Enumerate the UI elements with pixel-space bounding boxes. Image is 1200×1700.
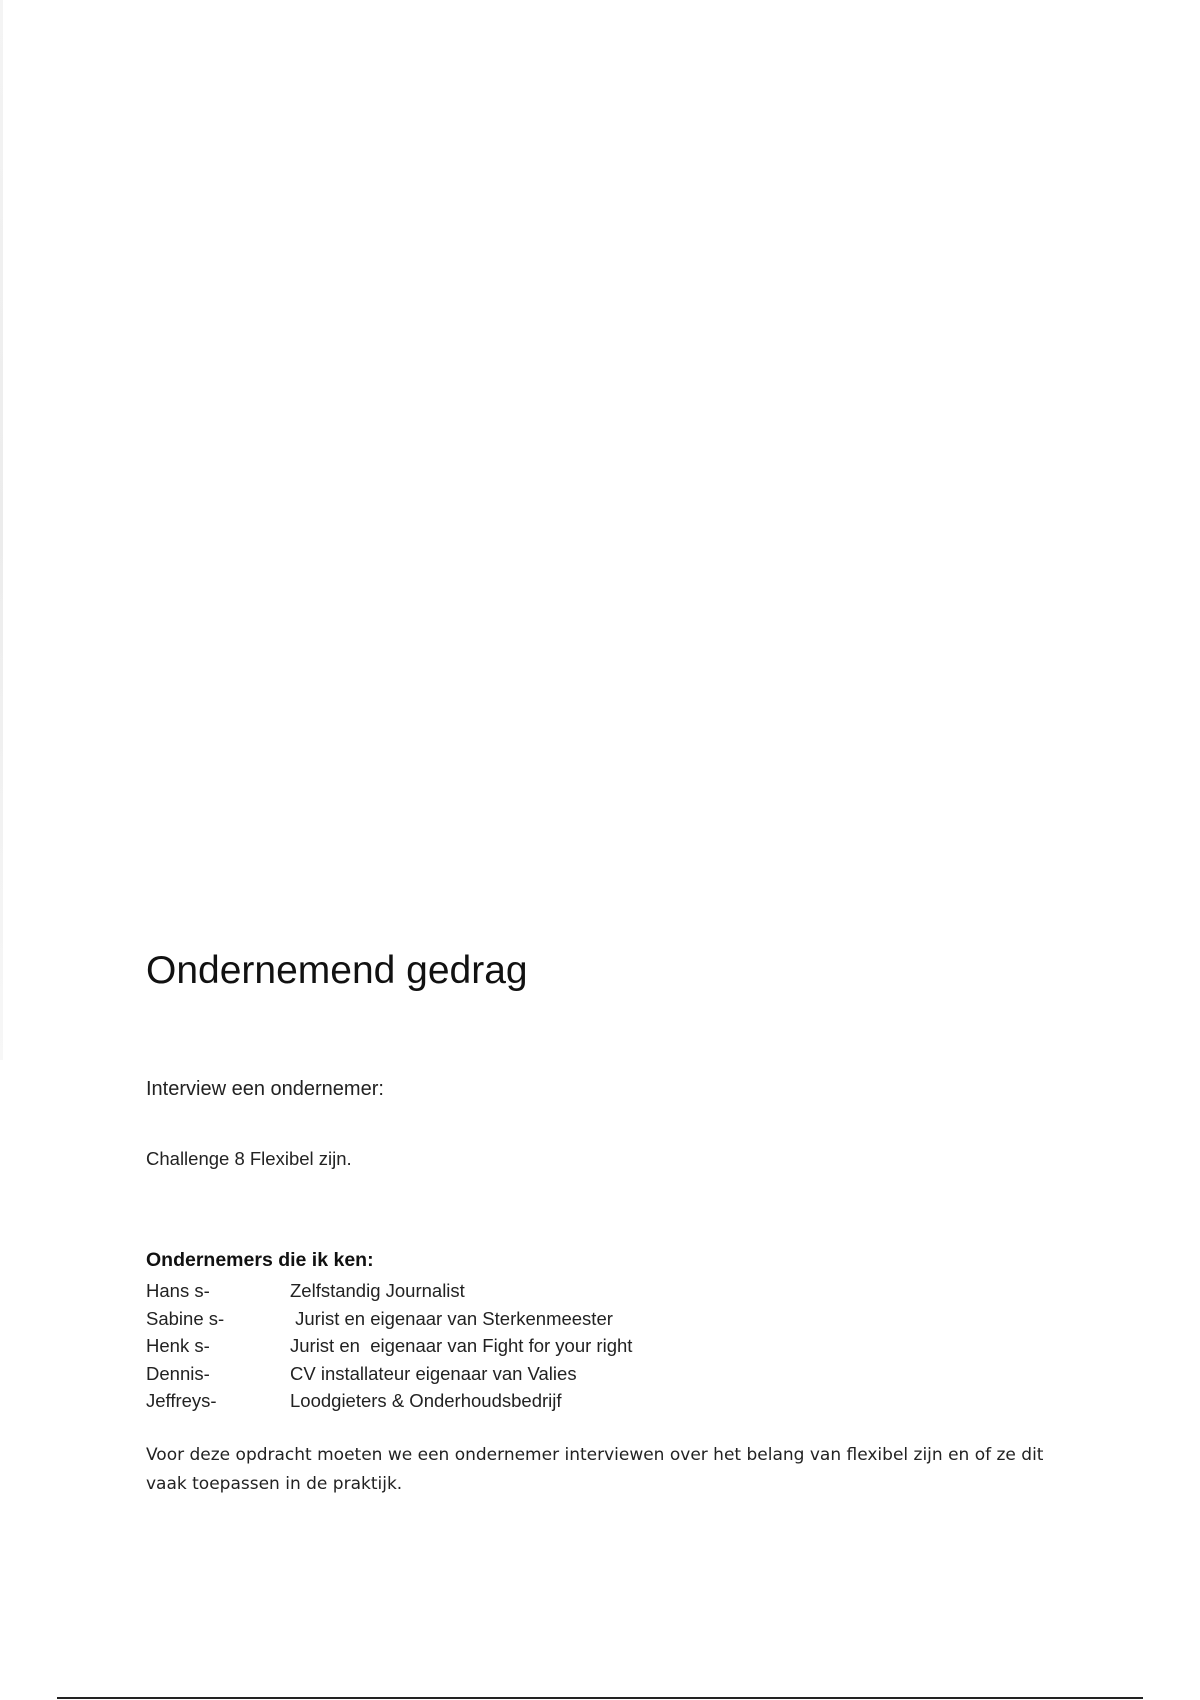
entrepreneur-name: Hans s- xyxy=(146,1280,210,1301)
entrepreneur-name: Dennis- xyxy=(146,1362,210,1384)
document-title: Ondernemend gedrag xyxy=(146,949,528,992)
entrepreneur-description: Jurist en eigenaar van Fight for your right xyxy=(290,1335,633,1356)
page-edge-shadow xyxy=(0,0,3,1060)
challenge-label: Challenge 8 Flexibel zijn. xyxy=(146,1148,352,1169)
entrepreneur-row xyxy=(146,1387,1046,1415)
document-subtitle: Interview een ondernemer: xyxy=(146,1078,384,1100)
entrepreneur-row xyxy=(146,1305,1046,1333)
footer-divider xyxy=(57,1697,1143,1699)
entrepreneur-description: Zelfstandig Journalist xyxy=(290,1280,465,1301)
entrepreneur-description: Jurist en eigenaar van Sterkenmeester xyxy=(290,1307,613,1329)
entrepreneur-row xyxy=(146,1277,1046,1305)
assignment-description: Voor deze opdracht moeten we een ondernemer interviewen over het belang van flexibel zijn en of ze dit vaak toepassen in de praktijk. xyxy=(146,1445,1044,1494)
entrepreneur-description: Loodgieters & Onderhoudsbedrijf xyxy=(290,1390,562,1411)
entrepreneur-list xyxy=(146,1277,1046,1415)
entrepreneur-row xyxy=(146,1360,1046,1388)
entrepreneur-row xyxy=(146,1332,1046,1360)
entrepreneurs-heading: Ondernemers die ik ken: xyxy=(146,1249,374,1271)
entrepreneur-name: Sabine s- xyxy=(146,1307,225,1329)
entrepreneur-description: CV installateur eigenaar van Valies xyxy=(290,1362,577,1384)
entrepreneur-name: Henk s- xyxy=(146,1335,210,1356)
entrepreneur-name: Jeffreys- xyxy=(146,1390,217,1411)
